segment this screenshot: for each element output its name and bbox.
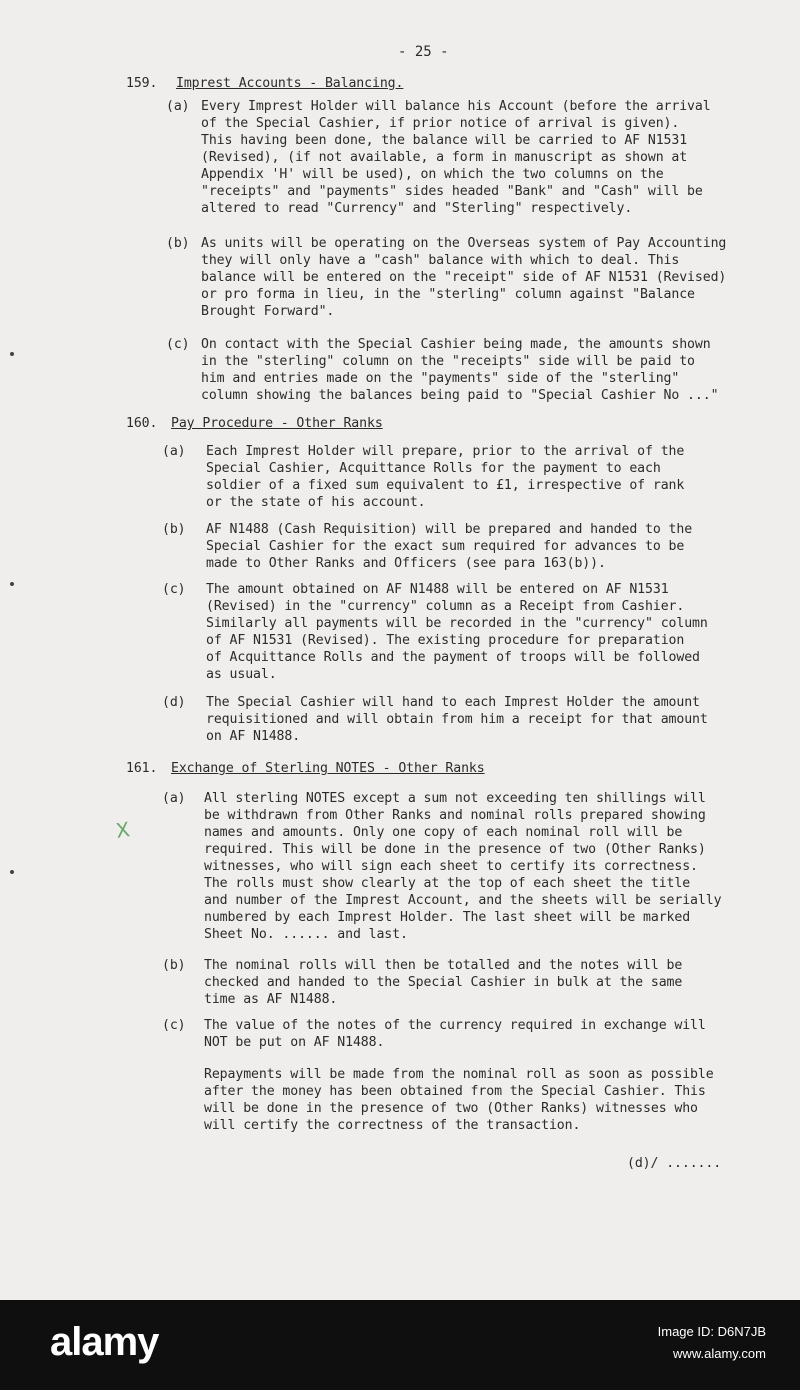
section-heading: Imprest Accounts - Balancing. [176,76,404,91]
para-line: AF N1488 (Cash Requisition) will be prepared and handed to the [206,522,693,537]
margin-speck [10,582,14,586]
para-line: Sheet No. ...... and last. [204,927,408,942]
para-line: (Revised), (if not available, a form in manuscript as shown at [201,150,688,165]
para-line: or pro forma in lieu, in the "sterling" column against "Balance [201,287,695,302]
section-number: 160. [126,416,158,431]
para-label: (b) [162,958,186,973]
para-line: and number of the Imprest Account, and the sheets will be serially [204,893,722,908]
continuation-marker: (d)/ ....... [627,1156,722,1171]
para-line: This having been done, the balance will be carried to AF N1531 [201,133,688,148]
para-line: The rolls must show clearly at the top of each sheet the title [204,876,691,891]
para-line: balance will be entered on the "receipt" side of AF N1531 (Revised) [201,270,727,285]
para-label: (a) [162,791,186,806]
para-line: will be done in the presence of two (Other Ranks) witnesses who [204,1101,698,1116]
para-line: The value of the notes of the currency required in exchange will [204,1018,706,1033]
page-number: - 25 - [398,44,449,60]
para-line: made to Other Ranks and Officers (see para 163(b)). [206,556,606,571]
para-line: altered to read "Currency" and "Sterling" respectively. [201,201,633,216]
para-line: in the "sterling" column on the "receipts" side will be paid to [201,354,695,369]
para-line: All sterling NOTES except a sum not exceeding ten shillings will [204,791,706,806]
section-heading: Exchange of Sterling NOTES - Other Ranks [171,761,485,776]
para-line: on AF N1488. [206,729,301,744]
para-line: requisitioned and will obtain from him a receipt for that amount [206,712,708,727]
image-url: www.alamy.com [673,1346,766,1361]
para-label: (c) [162,582,186,597]
margin-speck [10,870,14,874]
para-line: after the money has been obtained from the Special Cashier. This [204,1084,706,1099]
margin-check-mark: X [114,817,132,843]
para-line: as usual. [206,667,277,682]
para-line: or the state of his account. [206,495,426,510]
image-id-block [658,1321,766,1365]
section-number: 159. [126,76,158,91]
para-line: names and amounts. Only one copy of each nominal roll will be [204,825,683,840]
para-line: "receipts" and "payments" sides headed "Bank" and "Cash" will be [201,184,703,199]
para-line: (Revised) in the "currency" column as a Receipt from Cashier. [206,599,685,614]
para-line: checked and handed to the Special Cashier in bulk at the same [204,975,683,990]
para-label: (d) [162,695,186,710]
para-line: The nominal rolls will then be totalled and the notes will be [204,958,683,973]
para-line: Every Imprest Holder will balance his Account (before the arrival [201,99,711,114]
para-line: required. This will be done in the presence of two (Other Ranks) [204,842,706,857]
para-line: will certify the correctness of the transaction. [204,1118,581,1133]
para-label: (b) [162,522,186,537]
para-line: time as AF N1488. [204,992,338,1007]
section-heading: Pay Procedure - Other Ranks [171,416,383,431]
image-id-label: Image ID: D6N7JB [657,1324,766,1339]
section-number: 161. [126,761,158,776]
para-line: Repayments will be made from the nominal roll as soon as possible [204,1067,714,1082]
para-label: (a) [166,99,190,114]
para-line: of AF N1531 (Revised). The existing procedure for preparation [206,633,685,648]
para-line: NOT be put on AF N1488. [204,1035,385,1050]
para-line: column showing the balances being paid to "Special Cashier No ..." [201,388,719,403]
para-label: (a) [162,444,186,459]
para-line: As units will be operating on the Overseas system of Pay Accounting [201,236,727,251]
para-line: be withdrawn from Other Ranks and nominal rolls prepared showing [204,808,706,823]
para-line: of Acquittance Rolls and the payment of troops will be followed [206,650,700,665]
para-line: On contact with the Special Cashier being made, the amounts shown [201,337,711,352]
para-line: Similarly all payments will be recorded in the "currency" column [206,616,708,631]
para-line: Appendix 'H' will be used), on which the two columns on the [201,167,664,182]
para-line: Special Cashier for the exact sum required for advances to be [206,539,685,554]
para-line: they will only have a "cash" balance with which to deal. This [201,253,680,268]
para-line: numbered by each Imprest Holder. The last sheet will be marked [204,910,691,925]
margin-speck [10,352,14,356]
para-label: (c) [162,1018,186,1033]
alamy-logo: alamy [50,1320,159,1364]
para-line: The Special Cashier will hand to each Imprest Holder the amount [206,695,700,710]
para-line: Special Cashier, Acquittance Rolls for the payment to each [206,461,661,476]
para-line: Each Imprest Holder will prepare, prior to the arrival of the [206,444,685,459]
para-label: (b) [166,236,190,251]
para-label: (c) [166,337,190,352]
para-line: Brought Forward". [201,304,335,319]
para-line: witnesses, who will sign each sheet to certify its correctness. [204,859,698,874]
para-line: of the Special Cashier, if prior notice of arrival is given). [201,116,680,131]
para-line: soldier of a fixed sum equivalent to £1, irrespective of rank [206,478,685,493]
para-line: him and entries made on the "payments" side of the "sterling" [201,371,680,386]
para-line: The amount obtained on AF N1488 will be entered on AF N1531 [206,582,669,597]
